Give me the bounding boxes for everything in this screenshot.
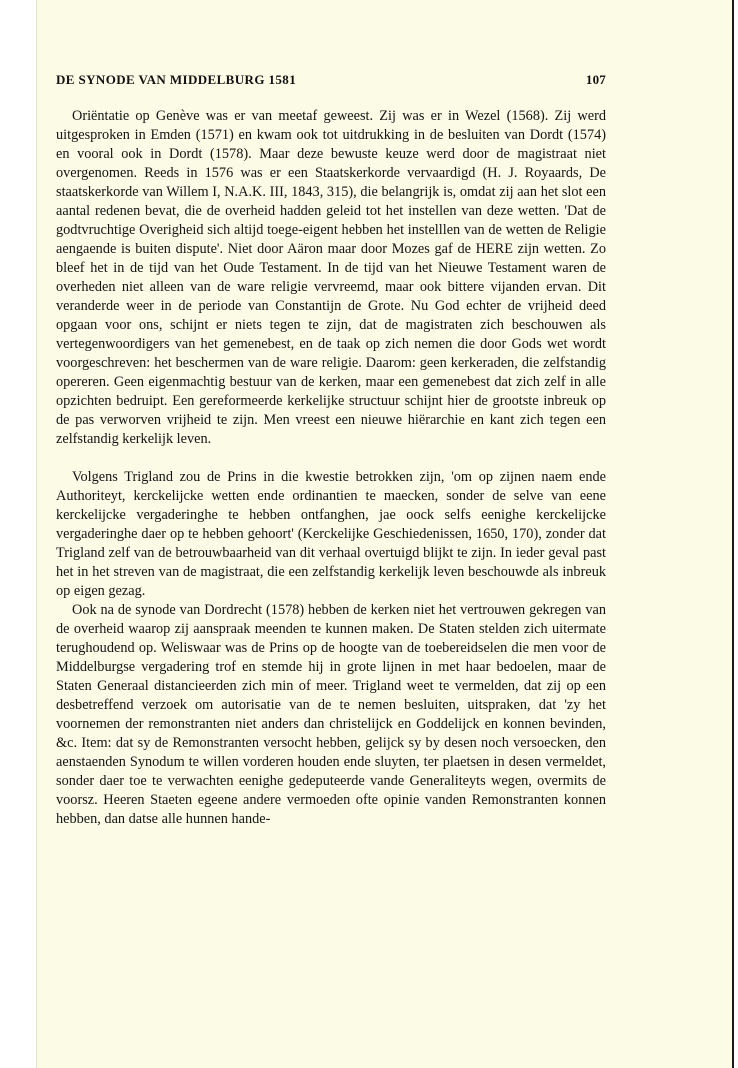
page-header bbox=[56, 72, 606, 88]
paragraph-1: Oriëntatie op Genève was er van meetaf geweest. Zij was er in Wezel (1568). Zij werd uitgesproken in Emden (1571) en kwam ook tot uitdrukking in de besluiten van Dordt (1574) en vooral ook in Dordt (1578). Maar deze bewuste keuze werd door de magistraat niet overgenomen. Reeds in 1576 was er een Staatskerkorde vervaardigd (H. J. Royaards, De staatskerkorde van Willem I, N.A.K. III, 1843, 315), die belangrijk is, omdat zij aan het slot een aantal redenen bevat, die de overheid hadden geleid tot het instellen van deze wetten. 'Dat de godtvruchtige Overigheid sich altijd toege-eigent hebben het instelllen van de wetten de Religie aengaende is buiten dispute'. Niet door Aäron maar door Mozes gaf de HERE zijn wetten. Zo bleef het in de tijd van het Oude Testament. In de tijd van het Nieuwe Testament waren de overheden niet alleen van de ware religie vervreemd, maar ook bittere vijanden ervan. Dit veranderde weer in de periode van Constantijn de Grote. Nu God echter de vrijheid deed opgaan voor ons, schijnt er niets tegen te zijn, dat de magistraten zich beschouwen als vertegenwoordigers van het gemenebest, en de taak op zich nemen die door Gods wet wordt voorgeschreven: het beschermen van de ware religie. Daarom: geen kerkeraden, die zelfstandig opereren. Geen eigenmachtig bestuur van de kerken, maar een gemenebest dat zich zelf in alle opzichten bedruipt. Een gereformeerde kerkelijke structuur schijnt hier de grootste inbreuk op de pas verworven vrijheid te zijn. Men vreest een nieuwe hiërarchie en kant zich tegen een zelfstandig kerkelijk leven. bbox=[56, 108, 606, 447]
paragraph-3: Ook na de synode van Dordrecht (1578) hebben de kerken niet het vertrouwen gekregen van de overheid waarop zij aanspraak meenden te kunnen maken. De Staten stelden zich uitermate terughoudend op. Weliswaar was de Prins op de hoogte van de toebereidselen die men voor de Middelburgse vergadering trof en stemde hij in grote lijnen in met haar bedoelen, maar de Staten Generaal distancieerden zich min of meer. Trigland weet te vermelden, dat zij op een desbetreffend verzoek om autorisatie van de te nemen besluiten, uitspraken, dat 'zy het voornemen der remonstranten niet anders dan christelijck en Goddelijck en konnen bevinden, &c. Item: dat sy de Remonstranten versocht hebben, gelijck sy by desen noch versoecken, den aenstaenden Synodum te willen vorderen houden ende sluyten, ter plaetsen in desen vermeldet, sonder daer toe te verwachten eenighe gedeputeerde vande Generaliteyts wegen, overmits de voorsz. Heeren Staeten egeene andere vermoeden ofte opinie vanden Remonstranten konnen hebben, dan datse alle hunnen hande- bbox=[56, 602, 606, 827]
paragraph-2: Volgens Trigland zou de Prins in die kwestie betrokken zijn, 'om op zijnen naem ende Authoriteyt, kerckelijcke wetten ende ordinantien te maecken, sonder de selve van eene kerckelijcke vergaderinghe te hebben ontfanghen, jae oock selfs eenighe kerckelijcke vergaderinghe daer op te hebben gehoort' (Kerckelijke Geschiedenissen, 1650, 170), zonder dat Trigland zelf van de betrouwbaarheid van dit verhaal overtuigd blijkt te zijn. In ieder geval past het in het streven van de magistraat, die een zelfstandig kerkelijk leven beschouwde als inbreuk op eigen gezag. bbox=[56, 469, 606, 599]
page-number: 107 bbox=[585, 72, 606, 87]
body-text bbox=[56, 107, 606, 829]
running-title: DE SYNODE VAN MIDDELBURG 1581 bbox=[56, 72, 297, 87]
